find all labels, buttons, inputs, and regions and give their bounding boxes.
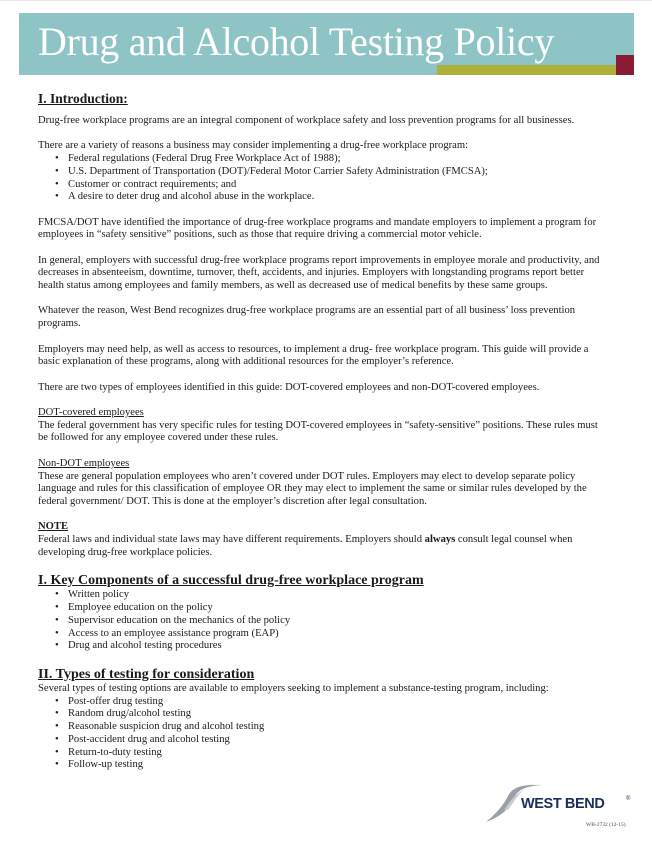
reasons-lead: There are a variety of reasons a business may consider implementing a drug-free workplace program: (38, 140, 469, 152)
document-body (38, 91, 608, 772)
section-heading-key-components: I. Key Components of a successful drug-free workplace program (38, 573, 424, 589)
key-components-section (38, 573, 608, 653)
non-dot-block (38, 458, 608, 509)
list-item: • Follow-up testing (68, 759, 608, 772)
list-item: • Random drug/alcohol testing (68, 708, 608, 721)
registered-mark: ® (626, 796, 631, 802)
list-item: • A desire to deter drug and alcohol abuse in the workplace. (68, 191, 608, 204)
list-item: • Return-to-duty testing (68, 747, 608, 760)
list-item: • U.S. Department of Transportation (DOT)/Federal Motor Carrier Safety Administration (FMCSA); (68, 166, 608, 179)
list-item: • Access to an employee assistance program (EAP) (68, 628, 608, 641)
employee-types-paragraph: There are two types of employees identified in this guide: DOT-covered employees and non-DOT-covered employees. (38, 381, 540, 393)
note-heading: NOTE (38, 521, 69, 533)
emphasis-always: always (424, 534, 456, 546)
section-heading-testing-types: II. Types of testing for consideration (38, 666, 255, 682)
testing-types-list (38, 696, 608, 772)
testing-types-section (38, 667, 608, 772)
testing-types-lead: Several types of testing options are available to employers seeking to implement a substance-testing program, including: (38, 682, 549, 694)
west-bend-paragraph: Whatever the reason, West Bend recognizes drug-free workplace programs are an essential part of all business’ loss prevention programs. (38, 305, 576, 330)
guide-paragraph: Employers may need help, as well as access to resources, to implement a drug- free workplace program. This guide will provide a basic explanation of these programs, along with additional resources for the employer’s reference. (38, 343, 589, 368)
reasons-block (38, 140, 608, 204)
benefits-paragraph: In general, employers with successful drug-free workplace programs report improvements in employee morale and productivity, and decreases in absenteeism, downtime, turnover, theft, accidents, and injuries. Employers with longstanding programs report better health status among employees and family members, as well as decreased use of medical benefits by these same groups. (38, 254, 600, 292)
list-item: • Written policy (68, 589, 608, 602)
list-item: • Post-accident drug and alcohol testing (68, 734, 608, 747)
list-item: • Federal regulations (Federal Drug Free Workplace Act of 1988); (68, 153, 608, 166)
page-title: Drug and Alcohol Testing Policy (38, 19, 555, 64)
dot-covered-block (38, 407, 608, 445)
document-code: WB-2732 (12-15) (586, 822, 626, 828)
list-item: • Customer or contract requirements; and (68, 179, 608, 192)
page-top-edge (0, 0, 652, 1)
note-block (38, 521, 608, 559)
title-banner (19, 13, 634, 75)
fmcsa-paragraph: FMCSA/DOT have identified the importance of drug-free workplace programs and mandate employers to implement a program for employees in “safety sensitive” positions, such as those that require driving a commercial motor vehicle. (38, 216, 597, 241)
maroon-accent-square (616, 55, 634, 75)
dot-covered-text: The federal government has very specific rules for testing DOT-covered employees in “safety-sensitive” positions. These rules must be followed for any employee covered under these rules. (38, 419, 598, 444)
west-bend-logo (484, 782, 634, 822)
key-components-list (38, 589, 608, 653)
subheading-dot-covered: DOT-covered employees (38, 407, 144, 419)
section-heading-introduction: I. Introduction: (38, 91, 128, 106)
reasons-list (38, 153, 608, 204)
subheading-non-dot: Non-DOT employees (38, 457, 130, 469)
list-item: • Employee education on the policy (68, 602, 608, 615)
non-dot-text: These are general population employees who aren’t covered under DOT rules. Employers may elect to develop separate policy language and rules for this classification of employee OR they may elect to implement the same or similar rules developed by the federal government/ DOT. This is done at the employer’s discretion after legal consultation. (38, 470, 587, 507)
list-item: • Post-offer drug testing (68, 696, 608, 709)
list-item: • Drug and alcohol testing procedures (68, 640, 608, 653)
logo-wordmark: WEST BEND (521, 796, 605, 812)
note-text: Federal laws and individual state laws may have different requirements. Employers should always consult legal counsel when developing drug-free workplace policies. (38, 534, 573, 558)
list-item: • Reasonable suspicion drug and alcohol testing (68, 721, 608, 734)
list-item: • Supervisor education on the mechanics of the policy (68, 615, 608, 628)
olive-accent-bar (437, 65, 617, 75)
intro-paragraph: Drug-free workplace programs are an integral component of workplace safety and loss prevention programs for all businesses. (38, 115, 575, 126)
